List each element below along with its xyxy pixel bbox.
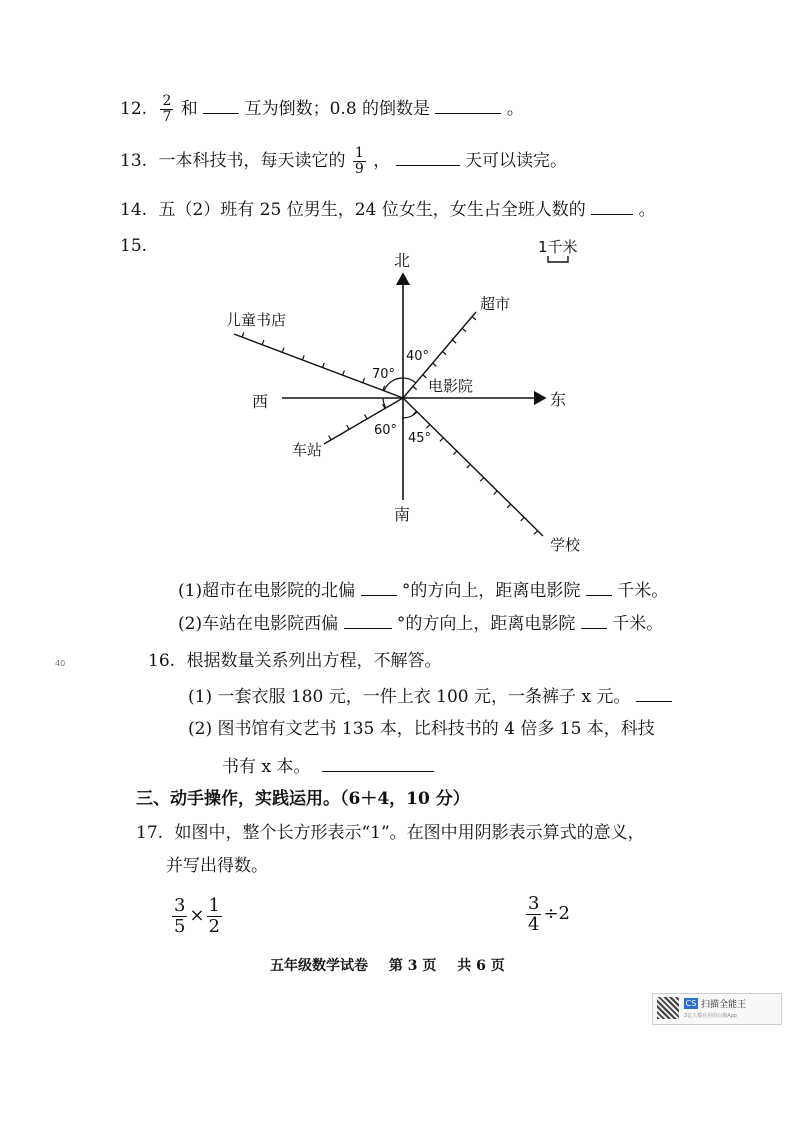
ray-tick — [494, 491, 498, 495]
question-number: 12. — [120, 99, 148, 119]
scanner-watermark — [652, 993, 782, 1025]
ray-tick — [323, 363, 325, 368]
question-17-cont: 并写出得数。 — [166, 856, 268, 876]
fraction: $\frac{1}{9}$ — [354, 145, 364, 177]
question-number: 13. — [120, 151, 148, 171]
angle-label-school: 45° — [408, 431, 432, 446]
ray-tick — [452, 340, 456, 343]
answer-blank[interactable] — [344, 610, 392, 629]
label-center: 电影院 — [428, 377, 474, 395]
fraction: $\frac{2}{7}$ — [162, 93, 172, 125]
question-16: 16. 根据数量关系列出方程，不解答。 — [148, 651, 442, 671]
scanner-tagline: 3亿人都在用的扫描App — [684, 1013, 737, 1019]
ray-tick — [453, 451, 457, 455]
page-footer — [270, 955, 521, 975]
ray-tick — [467, 464, 471, 468]
ray-tick — [433, 363, 437, 366]
footer-page: 第 3 页 — [388, 958, 437, 974]
ray-tick — [426, 425, 430, 429]
question-number: 17. — [136, 823, 164, 843]
ray-tick — [507, 504, 511, 508]
ray-tick — [343, 370, 345, 375]
answer-blank[interactable] — [322, 753, 434, 772]
ray-tick — [262, 340, 264, 345]
ray-tick — [363, 378, 365, 383]
expression-1: $\frac{3}{5}$ × $\frac{1}{2}$ — [174, 895, 220, 937]
angle-label-market: 40° — [406, 349, 430, 364]
question-15 — [120, 234, 153, 258]
fraction: $\frac{3}{5}$ — [174, 895, 186, 937]
margin-mark: 40 — [55, 659, 66, 668]
question-number: 16. — [148, 651, 176, 671]
ray-tick — [413, 386, 417, 389]
footer-title: 五年级数学试卷 — [270, 958, 368, 974]
label-station: 车站 — [292, 441, 323, 459]
label-north: 北 — [394, 251, 411, 270]
label-west: 西 — [252, 392, 269, 411]
qr-code-icon — [657, 997, 679, 1019]
question-17: 17. 如图中，整个长方形表示“1”。在图中用阴影表示算式的意义， — [136, 823, 645, 843]
question-number: 15. — [120, 236, 148, 256]
answer-blank[interactable] — [581, 610, 607, 629]
ray-bookstore — [234, 334, 403, 398]
fraction: $\frac{3}{4}$ — [528, 893, 540, 935]
question-12: 12. $\frac{2}{7}$ 和 互为倒数；0.8 的倒数是 。 — [120, 93, 524, 125]
answer-blank[interactable] — [396, 147, 460, 166]
question-16-part-2-cont: 书有 x 本。 — [222, 753, 434, 779]
question-15-part-1: (1)超市在电影院的北偏 °的方向上，距离电影院 千米。 — [178, 577, 668, 603]
ray-tick — [442, 352, 446, 355]
scanner-badge: CS — [685, 999, 697, 1008]
ray-tick — [423, 375, 427, 378]
scanner-name: 扫描全能王 — [701, 1000, 747, 1010]
answer-blank[interactable] — [591, 196, 633, 215]
ray-tick — [521, 517, 525, 521]
ray-tick — [242, 332, 244, 337]
label-bookstore: 儿童书店 — [226, 311, 287, 329]
label-school: 学校 — [550, 536, 581, 554]
section-heading: 三、动手操作，实践运用。（6＋4，10 分） — [136, 789, 470, 809]
label-south: 南 — [394, 505, 411, 524]
label-east: 东 — [550, 390, 567, 409]
answer-blank[interactable] — [203, 95, 239, 114]
question-15-part-2: (2)车站在电影院西偏 °的方向上，距离电影院 千米。 — [178, 610, 663, 636]
angle-label-bookstore: 70° — [372, 367, 396, 382]
question-13: 13. 一本科技书，每天读它的 $\frac{1}{9}$ ， 天可以读完。 — [120, 145, 567, 177]
question-16-part-1: (1) 一套衣服 180 元，一件上衣 100 元，一条裤子 x 元。 — [188, 683, 672, 709]
answer-blank[interactable] — [361, 577, 397, 596]
expression-2: $\frac{3}{4}$ ÷2 — [528, 893, 570, 935]
angle-arc-market — [403, 378, 416, 383]
ray-tick — [347, 425, 350, 429]
label-market: 超市 — [480, 295, 511, 313]
ray-tick — [480, 478, 484, 482]
fraction: $\frac{1}{2}$ — [208, 895, 220, 937]
ray-school — [403, 398, 543, 536]
ray-tick — [440, 438, 444, 442]
ray-tick — [534, 531, 538, 535]
answer-blank[interactable] — [435, 95, 501, 114]
scale-bar — [548, 256, 568, 262]
question-number: 14. — [120, 200, 148, 220]
question-14: 14. 五（2）班有 25 位男生，24 位女生，女生占全班人数的 。 — [120, 196, 656, 222]
answer-blank[interactable] — [586, 577, 612, 596]
scale-label: 1千米 — [538, 238, 578, 256]
ray-tick — [472, 317, 476, 320]
ray-tick — [365, 415, 368, 419]
question-16-part-2: (2) 图书馆有文艺书 135 本，比科技书的 4 倍多 15 本，科技 — [188, 719, 655, 739]
direction-map — [220, 232, 600, 557]
ray-tick — [282, 348, 284, 353]
angle-label-station: 60° — [374, 423, 398, 438]
ray-tick — [462, 328, 466, 331]
ray-tick — [302, 355, 304, 360]
footer-total: 共 6 页 — [457, 958, 505, 974]
ray-tick — [329, 435, 332, 439]
answer-blank[interactable] — [636, 683, 672, 702]
